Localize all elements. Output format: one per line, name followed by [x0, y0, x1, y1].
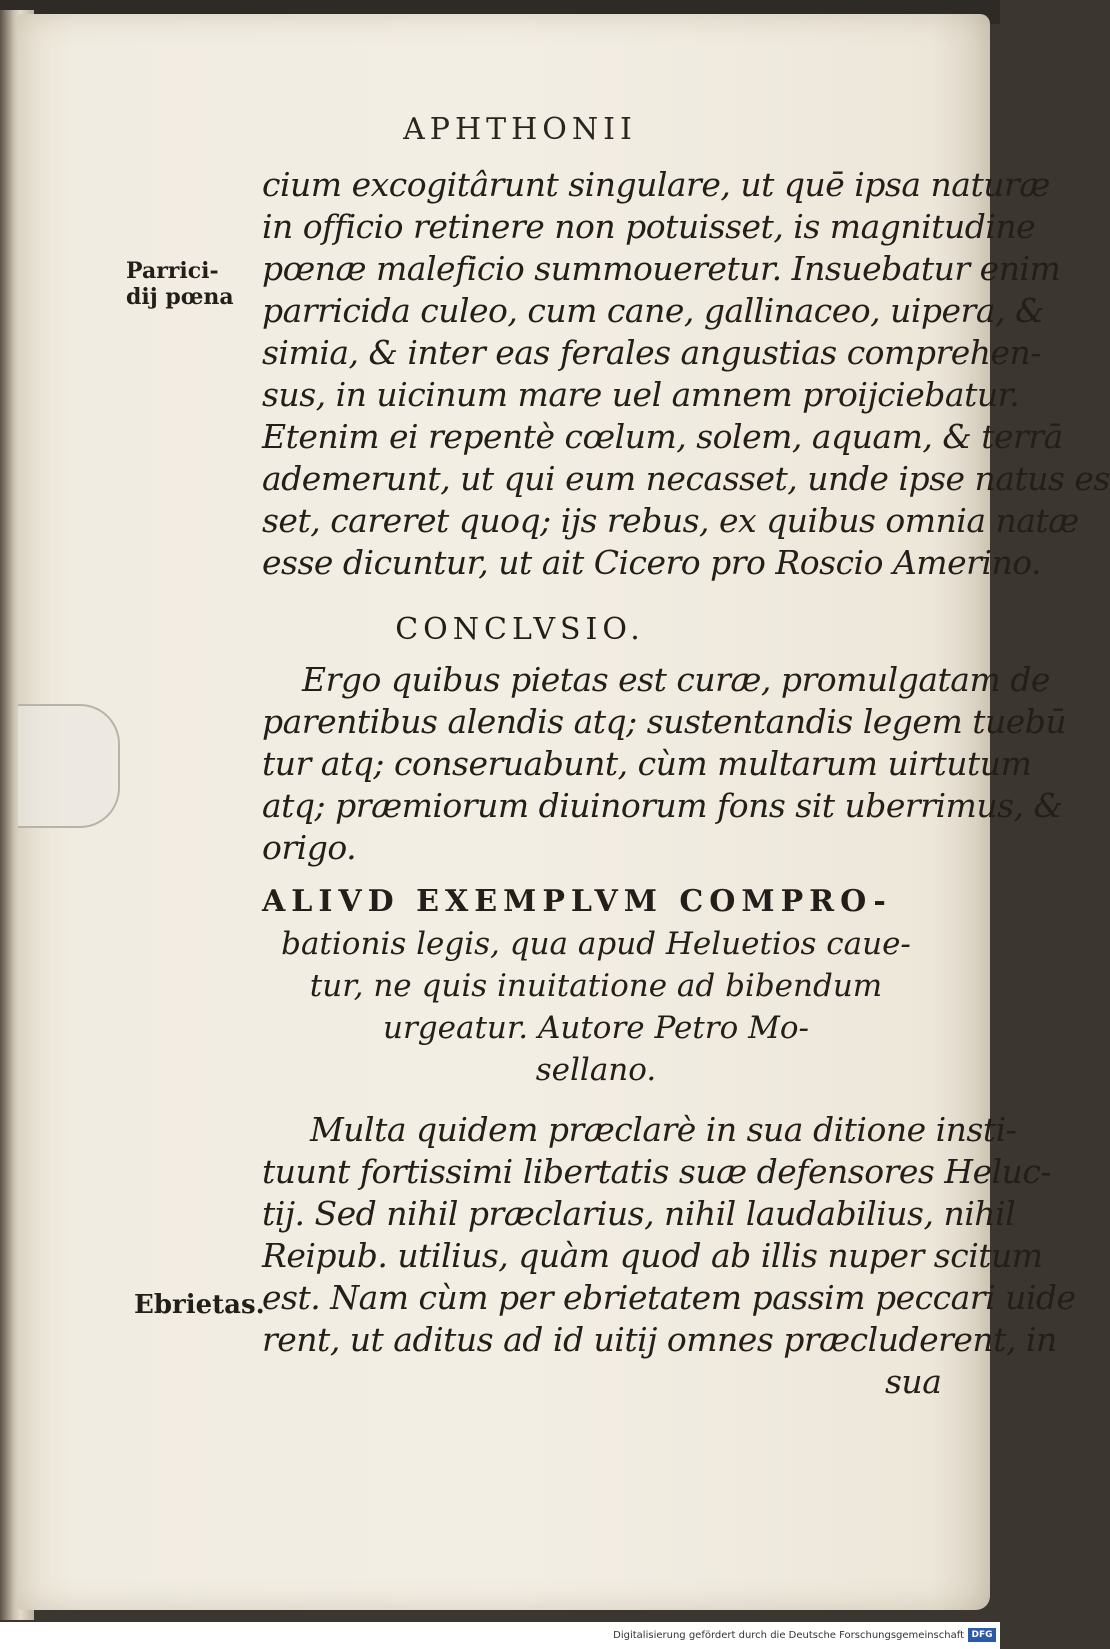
margin-note-ebrietas: Ebrietas. [134, 1290, 265, 1320]
final-line: Reipub. utilius, quàm quod ab illis nuper scitum [262, 1236, 1043, 1275]
example-heading: ALIVD EXEMPLVM COMPRO- [262, 884, 892, 919]
final-line: rent, ut aditus ad id uitij omnes præcluderent, in [262, 1320, 1057, 1359]
catchword: sua [885, 1362, 942, 1401]
body-line: in officio retinere non potuisset, is magnitudine [262, 207, 1036, 246]
example-heading-line: bationis legis, qua apud Heluetios caue- [281, 926, 911, 962]
final-line: tuunt fortissimi libertatis suæ defensores Heluc- [262, 1152, 1052, 1191]
conclusion-line: parentibus alendis atq; sustentandis legem tuebū [262, 702, 1067, 741]
example-heading-line: urgeatur. Autore Petro Mo- [383, 1010, 809, 1046]
body-line: cium excogitârunt singulare, ut quē ipsa naturæ [262, 165, 1050, 204]
running-header: APHTHONII [403, 112, 637, 147]
final-line: tij. Sed nihil præclarius, nihil laudabilius, nihil [262, 1194, 1016, 1233]
body-line: parricida culeo, cum cane, gallinaceo, uipera, & [262, 291, 1044, 330]
conclusion-line: tur atq; conseruabunt, cùm multarum uirtutum [262, 744, 1032, 783]
example-heading-line: sellano. [535, 1052, 657, 1088]
conclusion-heading: CONCLVSIO. [395, 612, 645, 647]
body-line: set, careret quoq; ijs rebus, ex quibus omnia natæ [262, 501, 1079, 540]
body-line: ademerunt, ut qui eum necasset, unde ipse natus es [262, 459, 1110, 498]
conclusion-line: origo. [262, 828, 357, 867]
body-line: simia, & inter eas ferales angustias comprehen- [262, 333, 1041, 372]
digitization-credit: Digitalisierung gefördert durch die Deutsche Forschungsgemeinschaft [613, 1630, 964, 1641]
dfg-logo: DFG [968, 1628, 996, 1642]
conclusion-line: atq; præmiorum diuinorum fons sit uberrimus, & [262, 786, 1063, 825]
final-line: est. Nam cùm per ebrietatem passim peccari uide [262, 1278, 1076, 1317]
margin-note-parricidii: dij pœna [126, 284, 234, 310]
body-line: pœnæ maleficio summoueretur. Insuebatur enim [262, 249, 1061, 288]
body-line: esse dicuntur, ut ait Cicero pro Roscio Amerino. [262, 543, 1041, 582]
final-line: Multa quidem præclarè in sua ditione insti- [310, 1110, 1017, 1149]
margin-note-parricidii: Parrici- [126, 258, 219, 284]
body-line: Etenim ei repentè cœlum, solem, aquam, & terrā [262, 417, 1063, 456]
conclusion-line: Ergo quibus pietas est curæ, promulgatam de [302, 660, 1050, 699]
body-line: sus, in uicinum mare uel amnem proijciebatur. [262, 375, 1020, 414]
page-clip [18, 704, 120, 828]
example-heading-line: tur, ne quis inuitatione ad bibendum [309, 968, 883, 1004]
